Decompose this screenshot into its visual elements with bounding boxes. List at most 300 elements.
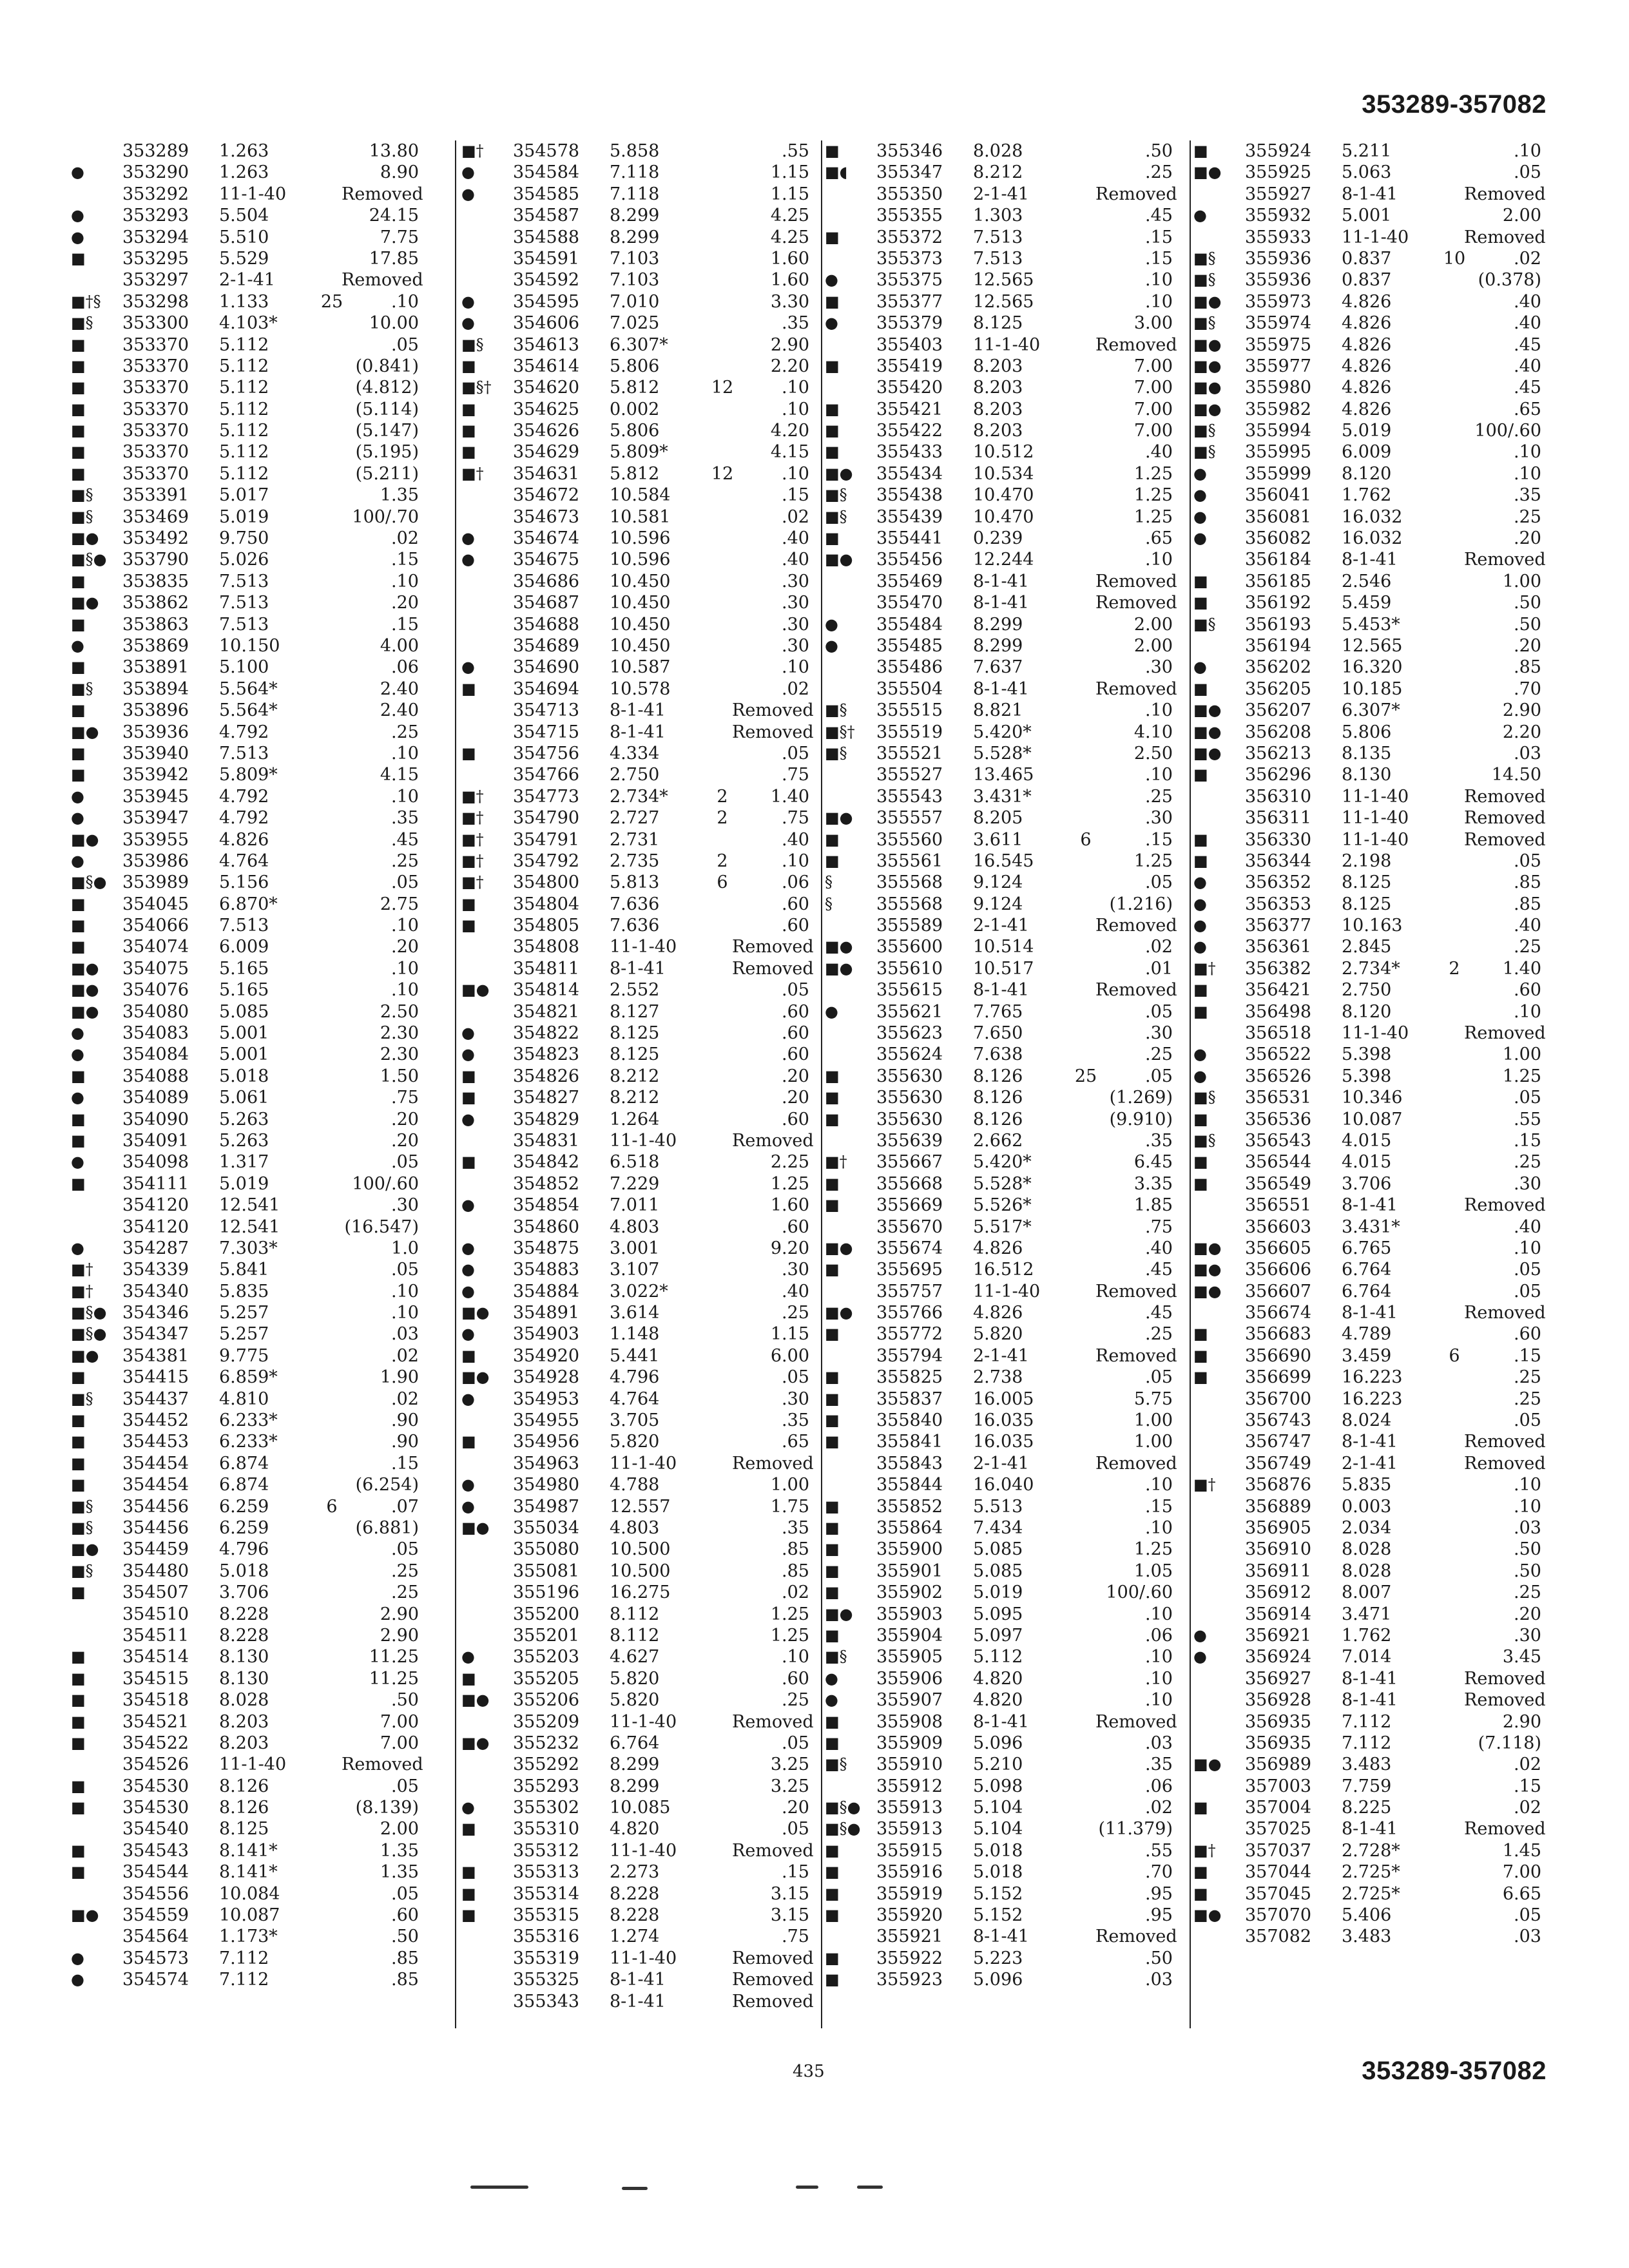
rate-or-date: 11-1-40 <box>610 1711 677 1732</box>
patent-number: 354588 <box>513 227 580 247</box>
patent-number: 353292 <box>122 184 189 204</box>
amount: 3.15 <box>770 1883 809 1904</box>
patent-number: 355203 <box>513 1647 580 1667</box>
rate-or-date: 10.450 <box>610 593 671 613</box>
symbol-marks: ■ <box>71 378 86 397</box>
symbol-marks: ● <box>71 1153 84 1171</box>
amount: .25 <box>782 1303 809 1323</box>
rate-or-date: 6.764 <box>1342 1281 1392 1302</box>
patent-number: 354518 <box>122 1690 189 1711</box>
rate-or-date: 11-1-40 <box>973 1281 1041 1302</box>
amount: .60 <box>782 916 809 936</box>
symbol-marks: ● <box>461 529 475 548</box>
patent-number: 354822 <box>513 1023 580 1044</box>
amount: .85 <box>1514 894 1541 914</box>
amount: .30 <box>782 614 809 635</box>
amount: .10 <box>782 1647 809 1667</box>
symbol-marks: § <box>825 894 833 913</box>
amount: 2.25 <box>770 1152 809 1173</box>
patent-number: 355932 <box>1245 206 1312 226</box>
rate-or-date: 10.587 <box>610 657 671 678</box>
amount: .45 <box>1514 334 1541 355</box>
amount: 8.90 <box>380 162 419 183</box>
symbol-marks: ■ <box>461 1346 476 1365</box>
rate-or-date: 10.185 <box>1342 678 1403 699</box>
patent-number: 355441 <box>876 528 943 549</box>
patent-number: 356889 <box>1245 1496 1312 1517</box>
rate-or-date: 4.820 <box>973 1668 1023 1689</box>
rate-or-date: 2.734* <box>1342 958 1400 979</box>
patent-number: 355313 <box>513 1862 580 1883</box>
amount: .40 <box>1514 291 1541 312</box>
symbol-marks: ■● <box>1193 744 1222 762</box>
patent-number: 355977 <box>1245 356 1312 376</box>
amount: Removed <box>732 1970 814 1990</box>
amount: Removed <box>1095 1345 1177 1366</box>
rate-or-date: 8-1-41 <box>1342 184 1398 204</box>
patent-number: 357025 <box>1245 1819 1312 1840</box>
rate-or-date: 8-1-41 <box>610 958 666 979</box>
amount: .45 <box>1145 1303 1173 1323</box>
patent-number: 354823 <box>513 1044 580 1065</box>
amount: .02 <box>1514 1798 1541 1818</box>
rate-or-date: 9.124 <box>973 894 1023 914</box>
rate-or-date: 16.032 <box>1342 506 1403 527</box>
amount: .55 <box>782 141 809 161</box>
rate-or-date: 5.420* <box>973 722 1032 742</box>
symbol-marks: ■● <box>71 1346 99 1365</box>
rate-or-date: 10.085 <box>610 1798 671 1818</box>
amount: .10 <box>1514 141 1541 161</box>
amount: .25 <box>391 722 419 742</box>
rate-or-date: 5.835 <box>219 1281 269 1302</box>
amount: .10 <box>1145 1690 1173 1711</box>
patent-number: 354540 <box>122 1819 189 1840</box>
patent-number: 357082 <box>1245 1927 1312 1947</box>
rate-or-date: 5.112 <box>973 1647 1023 1667</box>
symbol-marks: ● <box>71 787 84 805</box>
patent-number: 354526 <box>122 1754 189 1775</box>
rate-or-date: 5.001 <box>219 1044 269 1065</box>
rate-or-date: 5.112 <box>219 421 269 441</box>
patent-number: 357070 <box>1245 1905 1312 1926</box>
symbol-marks: ● <box>825 636 838 655</box>
amount: Removed <box>732 937 814 957</box>
amount: 1.00 <box>1133 1432 1173 1452</box>
symbol-marks: ● <box>1193 1648 1207 1666</box>
amount: .02 <box>391 1345 419 1366</box>
rate-or-date: 2.552 <box>610 980 660 1001</box>
symbol-marks: ● <box>461 1648 475 1666</box>
amount: .10 <box>782 657 809 678</box>
amount: 2.20 <box>1502 722 1541 742</box>
symbol-marks: ● <box>461 1110 475 1128</box>
patent-number: 354452 <box>122 1410 189 1431</box>
patent-number: 355081 <box>513 1561 580 1581</box>
symbol-marks: ■ <box>825 399 840 418</box>
rate-or-date: 7.513 <box>219 571 269 591</box>
rate-or-date: 1.148 <box>610 1324 660 1345</box>
symbol-marks: ■ <box>825 421 840 440</box>
rate-or-date: 5.858 <box>610 141 660 161</box>
rate-or-date: 2.725* <box>1342 1883 1400 1904</box>
rate-or-date: 2.738 <box>973 1367 1023 1388</box>
amount: 1.35 <box>380 485 419 506</box>
patent-number: 353293 <box>122 206 189 226</box>
patent-number: 354076 <box>122 980 189 1001</box>
rate-or-date: 8.205 <box>973 808 1023 829</box>
rate-or-date: 9.124 <box>973 872 1023 893</box>
amount: .10 <box>391 291 419 312</box>
rate-or-date: 7.011 <box>610 1195 660 1216</box>
symbol-marks: ● <box>461 314 475 332</box>
patent-number: 354674 <box>513 528 580 549</box>
amount: .85 <box>782 1561 809 1581</box>
symbol-marks: ■§ <box>71 1561 93 1580</box>
symbol-marks: ■§ <box>1193 249 1216 267</box>
amount: .06 <box>391 657 419 678</box>
symbol-marks: ■ <box>1193 1798 1208 1817</box>
symbol-marks: ■§† <box>825 722 855 741</box>
patent-number: 355630 <box>876 1109 943 1129</box>
rate-or-date: 8.141* <box>219 1840 278 1861</box>
amount: 1.40 <box>770 786 809 807</box>
patent-number: 355209 <box>513 1711 580 1732</box>
symbol-marks: ■◖ <box>825 163 848 182</box>
patent-number: 353289 <box>122 141 189 161</box>
rate-or-date: 5.156 <box>219 872 269 893</box>
rate-or-date: 7.638 <box>973 1044 1023 1065</box>
patent-number: 355206 <box>513 1690 580 1711</box>
symbol-marks: ■ <box>71 1712 86 1731</box>
rate-or-date: 5.095 <box>973 1604 1023 1624</box>
rate-or-date: 2.727 <box>610 808 660 829</box>
amount: .15 <box>782 485 809 506</box>
patent-number: 355519 <box>876 722 943 742</box>
amount: .10 <box>1145 1518 1173 1538</box>
scan-mark <box>796 2186 818 2189</box>
patent-number: 354339 <box>122 1260 189 1280</box>
rate-or-date: 3.001 <box>610 1238 660 1258</box>
patent-number: 355319 <box>513 1948 580 1968</box>
amount: .75 <box>391 1088 419 1108</box>
symbol-marks: ■§ <box>825 1755 847 1774</box>
amount: .10 <box>391 1303 419 1323</box>
patent-number: 355667 <box>876 1152 943 1173</box>
amount: 1.60 <box>770 1195 809 1216</box>
rate-or-date: 8.141* <box>219 1862 278 1883</box>
patent-number: 354595 <box>513 291 580 312</box>
patent-number: 355994 <box>1245 421 1312 441</box>
patent-number: 354543 <box>122 1840 189 1861</box>
amount: Removed <box>1095 916 1177 936</box>
symbol-marks: ■§† <box>461 378 492 397</box>
amount: .10 <box>1514 1496 1541 1517</box>
patent-number: 356914 <box>1245 1604 1312 1624</box>
amount: .10 <box>1514 1238 1541 1258</box>
patent-number: 355350 <box>876 184 943 204</box>
patent-number: 356184 <box>1245 550 1312 570</box>
patent-number: 353300 <box>122 313 189 334</box>
patent-number: 354415 <box>122 1367 189 1388</box>
rate-or-date: 7.637 <box>973 657 1023 678</box>
symbol-marks: ■ <box>825 1174 840 1193</box>
patent-number: 356910 <box>1245 1539 1312 1560</box>
symbol-marks: ■● <box>1193 1282 1222 1300</box>
rate-or-date: 8-1-41 <box>973 1927 1029 1947</box>
symbol-marks: ■● <box>461 1519 490 1537</box>
symbol-marks: ■ <box>825 227 840 246</box>
patent-number: 355375 <box>876 270 943 291</box>
patent-number: 354591 <box>513 248 580 269</box>
patent-number: 353896 <box>122 700 189 721</box>
amount: 10.00 <box>369 313 419 334</box>
rate-or-date: 6.518 <box>610 1152 660 1173</box>
amount: .03 <box>391 1324 419 1345</box>
amount: 2.00 <box>1502 206 1541 226</box>
amount: .45 <box>391 829 419 850</box>
symbol-marks: ■ <box>1193 1368 1208 1387</box>
amount: .05 <box>1514 1281 1541 1302</box>
patent-number: 356605 <box>1245 1238 1312 1258</box>
patent-number: 355668 <box>876 1173 943 1194</box>
amount: 1.15 <box>770 184 809 204</box>
rate-or-date: 5.152 <box>973 1883 1023 1904</box>
symbol-marks: ■ <box>1193 1325 1208 1343</box>
amount: .20 <box>1514 1604 1541 1624</box>
rate-or-date: 8.228 <box>610 1883 660 1904</box>
patent-number: 355624 <box>876 1044 943 1065</box>
rate-or-date: 6.009 <box>1342 442 1392 463</box>
rate-or-date: 5.504 <box>219 206 269 226</box>
patent-number: 355852 <box>876 1496 943 1517</box>
amount: Removed <box>1464 1819 1546 1840</box>
symbol-marks: ■ <box>825 830 840 849</box>
amount: 4.25 <box>770 206 809 226</box>
symbol-marks: ■● <box>461 1733 490 1752</box>
amount: Removed <box>1464 786 1546 807</box>
amount: 4.25 <box>770 227 809 247</box>
symbol-marks: ● <box>71 809 84 827</box>
patent-number: 357037 <box>1245 1840 1312 1861</box>
patent-number: 355925 <box>1245 162 1312 183</box>
amount: .40 <box>1145 442 1173 463</box>
amount: .20 <box>1514 528 1541 549</box>
amount: .30 <box>1514 1173 1541 1194</box>
symbol-marks: ■ <box>1193 1110 1208 1128</box>
rate-or-date: 8.028 <box>1342 1561 1392 1581</box>
amount: .05 <box>1514 1905 1541 1926</box>
amount: Removed <box>732 722 814 742</box>
rate-or-date: 3.022* <box>610 1281 668 1302</box>
rate-or-date: 0.837 <box>1342 248 1392 269</box>
amount: 1.15 <box>770 162 809 183</box>
amount: .25 <box>782 1690 809 1711</box>
amount: (11.379) <box>1098 1819 1173 1840</box>
patent-number: 356747 <box>1245 1432 1312 1452</box>
amount: Removed <box>732 1711 814 1732</box>
rate-or-date: 6.859* <box>219 1367 278 1388</box>
patent-number: 353863 <box>122 614 189 635</box>
rate-or-date: 2.728* <box>1342 1840 1400 1861</box>
amount: 1.90 <box>380 1367 419 1388</box>
patent-number: 356192 <box>1245 593 1312 613</box>
patent-number: 356207 <box>1245 700 1312 721</box>
rate-or-date: 11-1-40 <box>610 1948 677 1968</box>
amount: .03 <box>1145 1733 1173 1753</box>
rate-or-date: 3.611 <box>973 829 1023 850</box>
patent-number: 356989 <box>1245 1754 1312 1775</box>
symbol-marks: ■ <box>71 1475 86 1494</box>
patent-number: 354956 <box>513 1432 580 1452</box>
amount: .75 <box>782 1927 809 1947</box>
rate-or-date: 6.764 <box>1342 1260 1392 1280</box>
patent-number: 353936 <box>122 722 189 742</box>
symbol-marks: ■† <box>1193 959 1216 977</box>
rate-or-date: 10.512 <box>973 442 1034 463</box>
rate-or-date: 5.526* <box>973 1195 1032 1216</box>
rate-or-date: 6.259 <box>219 1518 269 1538</box>
symbol-marks: ■ <box>825 1863 840 1881</box>
rate-or-date: 8.125 <box>973 313 1023 334</box>
amount: .10 <box>391 786 419 807</box>
rate-or-date: 5.263 <box>219 1130 269 1151</box>
patent-number: 353469 <box>122 506 189 527</box>
amount: .75 <box>782 765 809 785</box>
amount: 2.90 <box>770 334 809 355</box>
patent-number: 356205 <box>1245 678 1312 699</box>
symbol-marks: ■ <box>825 443 840 461</box>
patent-number: 355355 <box>876 206 943 226</box>
patent-number: 355621 <box>876 1001 943 1022</box>
rate-or-date: 6.874 <box>219 1453 269 1474</box>
symbol-marks: ● <box>1193 529 1207 548</box>
patent-number: 354987 <box>513 1496 580 1517</box>
patent-number: 356208 <box>1245 722 1312 742</box>
rate-or-date: 1.263 <box>219 141 269 161</box>
amount: 7.00 <box>1133 378 1173 398</box>
patent-number: 354629 <box>513 442 580 463</box>
amount: Removed <box>732 1453 814 1474</box>
symbol-marks: ■ <box>71 1648 86 1666</box>
amount: Removed <box>1095 1711 1177 1732</box>
amount: .30 <box>1145 1023 1173 1044</box>
symbol-marks: ● <box>461 1325 475 1343</box>
symbol-marks: ■● <box>71 593 99 612</box>
rate-or-date: 10.163 <box>1342 916 1403 936</box>
rate-or-date: 7.513 <box>219 593 269 613</box>
symbol-marks: ■ <box>71 937 86 956</box>
symbol-marks: ■§● <box>71 1303 107 1322</box>
rate-or-date: 5.809* <box>219 765 278 785</box>
amount: 3.45 <box>1502 1647 1541 1667</box>
rate-or-date: 7.303* <box>219 1238 278 1258</box>
amount: .05 <box>1514 1088 1541 1108</box>
patent-number: 354556 <box>122 1883 189 1904</box>
amount: .03 <box>1514 743 1541 764</box>
rate-or-date: 10.150 <box>219 635 280 656</box>
patent-number: 354559 <box>122 1905 189 1926</box>
rate-or-date: 8-1-41 <box>973 593 1029 613</box>
symbol-marks: ● <box>1193 486 1207 505</box>
symbol-marks: ■● <box>461 981 490 999</box>
amount: Removed <box>1095 334 1177 355</box>
amount: 4.10 <box>1133 722 1173 742</box>
rate-or-date: 5.096 <box>973 1733 1023 1753</box>
rate-or-date: 6.009 <box>219 937 269 957</box>
rate-or-date: 8-1-41 <box>610 722 666 742</box>
symbol-marks: ■ <box>1193 572 1208 590</box>
patent-number: 356700 <box>1245 1389 1312 1409</box>
symbol-marks: ■§ <box>825 744 847 762</box>
amount: .10 <box>1145 270 1173 291</box>
rate-or-date: 4.826 <box>1342 356 1392 376</box>
patent-number: 354120 <box>122 1216 189 1237</box>
patent-number: 353955 <box>122 829 189 850</box>
patent-number: 354075 <box>122 958 189 979</box>
patent-number: 355772 <box>876 1324 943 1345</box>
amount: (5.211) <box>355 463 419 484</box>
symbol-marks: ● <box>1193 658 1207 677</box>
rate-or-date: 7.229 <box>610 1173 660 1194</box>
rate-or-date: 5.063 <box>1342 162 1392 183</box>
rate-or-date: 1.263 <box>219 162 269 183</box>
symbol-marks: ■ <box>71 1066 86 1085</box>
amount: 1.15 <box>770 1324 809 1345</box>
rate-or-date: 4.826 <box>1342 291 1392 312</box>
rate-or-date: 8.130 <box>1342 765 1392 785</box>
amount: 6.45 <box>1133 1152 1173 1173</box>
rate-or-date: 1.133 <box>219 291 269 312</box>
amount: .30 <box>782 1389 809 1409</box>
patent-number: 355433 <box>876 442 943 463</box>
amount: 1.25 <box>770 1625 809 1646</box>
amount: .45 <box>1514 378 1541 398</box>
patent-number: 355615 <box>876 980 943 1001</box>
amount: .20 <box>782 1088 809 1108</box>
amount: .20 <box>391 937 419 957</box>
rate-or-date: 3.705 <box>610 1410 660 1431</box>
patent-number: 354694 <box>513 678 580 699</box>
symbol-marks: ● <box>461 184 475 203</box>
amount: .02 <box>782 1582 809 1603</box>
symbol-marks: ■† <box>461 464 484 483</box>
amount: .40 <box>1145 1238 1173 1258</box>
amount: .40 <box>1514 356 1541 376</box>
amount: 2.30 <box>380 1023 419 1044</box>
rate-or-date: 16.032 <box>1342 528 1403 549</box>
symbol-marks: ■ <box>825 1519 840 1537</box>
amount: .15 <box>391 550 419 570</box>
rate-or-date: 8.130 <box>219 1647 269 1667</box>
rate-or-date: 8.028 <box>1342 1539 1392 1560</box>
amount: Removed <box>342 184 423 204</box>
rate-or-date: 4.796 <box>219 1539 269 1560</box>
patent-number: 356498 <box>1245 1001 1312 1022</box>
symbol-marks: ● <box>1193 1045 1207 1064</box>
amount: (7.118) <box>1478 1733 1541 1753</box>
patent-number: 356749 <box>1245 1453 1312 1474</box>
patent-number: 356911 <box>1245 1561 1312 1581</box>
symbol-marks: ■† <box>825 1153 847 1171</box>
patent-number: 354831 <box>513 1130 580 1151</box>
amount: 100/.60 <box>352 1173 419 1194</box>
amount: .06 <box>782 872 809 893</box>
rate-or-date: 7.010 <box>610 291 660 312</box>
symbol-marks: ■†§ <box>71 292 101 311</box>
patent-number: 355346 <box>876 141 943 161</box>
patent-number: 355568 <box>876 894 943 914</box>
